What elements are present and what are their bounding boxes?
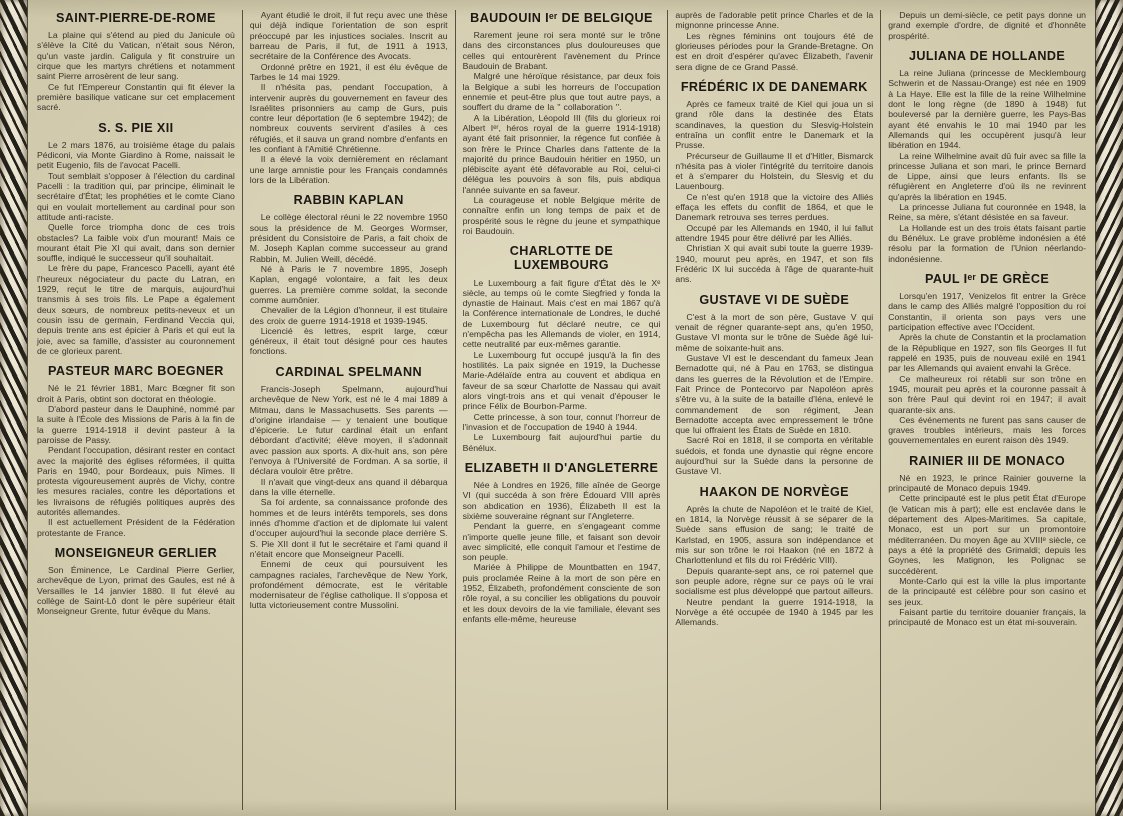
paragraph: Christian X qui avait subi toute la guerre 1939-1940, mourut peu après, en 1947, et son fils Frédéric IX lui succéda à l'âge de quarante-huit ans. — [675, 243, 874, 285]
paragraph: Les règnes féminins ont toujours été de glorieuses périodes pour la Grande-Bretagne. On est en droit d'espérer qu'avec Élizabeth, l'avenir sera digne de ce Grand Passé. — [675, 30, 874, 72]
paragraph: D'abord pasteur dans le Dauphiné, nommé par la suite à l'École des Missions de Paris à la fin de la guerre 1914-1918 il devint pasteur à la paroisse de Passy. — [37, 403, 235, 445]
paragraph: La reine Wilhelmine avait dû fuir avec sa fille la princesse Juliana et son mari, le prince Bernard de Lippe, ainsi que leurs enfants. Ils se réfugièrent en Angleterre d'où ils ne revinrent qu'après la libération en 1945. — [888, 150, 1086, 202]
paragraph: Ce n'est qu'en 1918 que la victoire des Alliés effaça les effets du conflit de 1864, et que le Danemark retrouva ses terres perdues. — [675, 191, 874, 223]
paragraph: Ayant étudié le droit, il fut reçu avec une thèse qui déjà indique l'orientation de son esprit préoccupé par les injustices sociales. Inscrit au barreau de Paris, il fut, de 1911 à 1913, secrétaire de la Conférence des Avocats. — [249, 10, 448, 62]
article-heading: BAUDOUIN Iᵉʳ DE BELGIQUE — [470, 11, 653, 25]
column-1 — [30, 10, 242, 810]
paragraph: Précurseur de Guillaume II et d'Hitler, Bismarck n'hésita pas à violer l'intégrité du territoire danois et à s'emparer du Holstein, du Slesvig et du Lauenbourg. — [675, 150, 874, 192]
article-heading: GUSTAVE VI DE SUÈDE — [699, 292, 850, 307]
paragraph: Le Luxembourg a fait figure d'État dès le Xᵉ siècle, au temps où le comte Siegfried y fonda la dynastie de Hainaut. Mais c'est en mai 1867 qu'à la Conférence internationale de Londres, le duché de Luxembourg fut déclaré neutre, ce qui n'empêcha pas les Allemands de violer, en 1914, cette neutralité par eux-mêmes garantie. — [462, 277, 661, 350]
paragraph: Après la chute de Constantin et la proclamation de la République en 1927, son fils Georges II fut rappelé en 1935, puis de nouveau exilé en 1941 par les Allemands qui avaient envahi la Grèce. — [888, 332, 1086, 374]
paragraph: Il n'hésita pas, pendant l'occupation, à intervenir auprès du gouvernement en faveur des Israélites prisonniers au camp de Gurs, puis contre leur déportation (le 6 septembre 1942); de nombreux couvents servirent d'asiles à ces réfugiés, et il sauva un grand nombre d'enfants en les confiant à l'Amitié Chrétienne. — [249, 82, 448, 155]
chain-binding-left-icon — [0, 0, 27, 816]
paragraph: Gustave VI est le descendant du fameux Jean Bernadotte qui, né à Pau en 1763, se distingua dans les guerres de la Révolution et de l'Empire. Fait Prince de Pontecorvo par Napoléon après s'être vu, à la suite de la bataille d'Iéna, enlevé le commandement de son régiment, Jean Bernadotte accepta avec empressement le trône que lui offraient les États de Suède en 1810. — [675, 352, 874, 436]
paragraph: Depuis quarante-sept ans, ce roi paternel que son peuple adore, règne sur ce pays où le vrai socialisme est plus développé que partout ailleurs. — [675, 565, 874, 597]
article-heading: FRÉDÉRIC IX DE DANEMARK — [680, 79, 868, 94]
paragraph: Né le 21 février 1881, Marc Bœgner fit son droit à Paris, obtint son doctorat en théologie. — [37, 383, 235, 404]
paragraph: Faisant partie du territoire douanier français, la principauté de Monaco est un état mi-souverain. — [888, 606, 1086, 628]
article-heading: S. S. PIE XII — [98, 120, 174, 135]
article-heading: CARDINAL SPELMANN — [275, 364, 422, 379]
article-heading: PAUL Iᵉʳ DE GRÈCE — [925, 271, 1050, 286]
chain-binding-right-icon — [1096, 0, 1123, 816]
paragraph: Le collège électoral réuni le 22 novembre 1950 sous la présidence de M. Georges Wormser, président du Consistoire de Paris, a fait choix de M. Joseph Kaplan comme successeur au grand Rabbin, M. Julien Weill, décédé. — [249, 212, 448, 264]
paragraph: Son Éminence, Le Cardinal Pierre Gerlier, archevêque de Lyon, primat des Gaules, est né à Versailles le 14 janvier 1880. Il fut élevé au collège de Saint-Lô dont le père supérieur était Monseigneur Grente, futur évêque du Mans. — [37, 565, 235, 617]
paragraph: Francis-Joseph Spelmann, aujourd'hui archevêque de New York, est né le 4 mai 1889 à Mitmau, dans le Massachusetts. Ses parents — d'origine irlandaise — y tenaient une boutique d'épicerie. Le futur cardinal était un enfant débordant d'activité; élève moyen, il s'adonnait avec passion aux sports. A dix-huit ans, son père l'envoya à l'Université de Fordman. A sa sortie, il déclara vouloir être prêtre. — [249, 383, 448, 477]
paragraph: La reine Juliana (princesse de Mecklembourg Schwerin et de Nassau-Orange) est née en 1909 à La Haye. Elle est la fille de la reine Wilhelmine dont le long règne (de 1890 à 1948) fut bouleversé par la dernière guerre, les Pays-Bas ayant été envahis le 10 mai 1940 par les Allemands qui les occupèrent jusqu'à leur libération en 1944. — [888, 68, 1086, 151]
paragraph: Depuis un demi-siècle, ce petit pays donne un grand exemple d'ordre, de dignité et d'honnête prospérité. — [888, 10, 1086, 41]
paragraph: Née à Londres en 1926, fille aînée de George VI (qui succéda à son frère Édouard VIII après son abdication en 1936), Élizabeth II est la sixième souveraine régnant sur l'Angleterre. — [462, 479, 661, 521]
paragraph: Occupé par les Allemands en 1940, il lui fallut attendre 1945 pour être délivré par les Alliés. — [675, 222, 874, 244]
article-heading: PASTEUR MARC BOEGNER — [48, 364, 224, 379]
article-heading: RABBIN KAPLAN — [293, 193, 404, 208]
article-heading: CHARLOTTE DE LUXEMBOURG — [509, 244, 614, 273]
paragraph: Le 2 mars 1876, au troisième étage du palais Pédiconi, via Monte Giardino à Rome, naissait le petit Eugenio, fils de l'avocat Pacelli. — [37, 139, 235, 171]
paragraph: Mariée à Philippe de Mountbatten en 1947, puis proclamée Reine à la mort de son père en 1952, Élizabeth, profondément consciente de son rôle royal, a su concilier les obligations du pouvoir et les doux devoirs de la vie familiale, élevant ses enfants elle-même, heureuse — [462, 562, 661, 624]
article-heading: RAINIER III DE MONACO — [909, 453, 1066, 468]
paragraph: Il a élevé la voix dernièrement en réclamant une large amnistie pour les Français condamnés lors de la Libération. — [249, 154, 448, 185]
paragraph: Ennemi de ceux qui poursuivent les campagnes raciales, l'archevêque de New York, profondément démocrate, est le véritable modernisateur de l'église catholique. Il s'opposa et lutta victorieusement contre Mussolini. — [249, 559, 448, 611]
paragraph: Ce fut l'Empereur Constantin qui fit élever la première basilique vaticane sur cet emplacement sacré. — [37, 81, 235, 113]
article-heading: JULIANA DE HOLLANDE — [909, 48, 1066, 63]
text-columns — [27, 0, 1096, 816]
paragraph: Il est actuellement Président de la Fédération protestante de France. — [37, 517, 235, 538]
article-heading: SAINT-PIERRE-DE-ROME — [55, 11, 216, 25]
paragraph: La princesse Juliana fut couronnée en 1948, la Reine, sa mère, s'étant désistée en sa faveur. — [888, 202, 1086, 223]
paragraph: Neutre pendant la guerre 1914-1918, la Norvège a été occupée de 1940 à 1945 par les Allemands. — [675, 596, 874, 628]
paragraph: Né en 1923, le prince Rainier gouverne la principauté de Monaco depuis 1949. — [888, 472, 1086, 494]
paragraph: Ordonné prêtre en 1921, il est élu évêque de Tarbes le 14 mai 1929. — [249, 61, 448, 82]
paragraph: Chevalier de la Légion d'honneur, il est titulaire des croix de guerre 1914-1918 et 1939-1945. — [249, 305, 448, 326]
column-2 — [242, 10, 455, 810]
paragraph: Sa foi ardente, sa connaissance profonde des hommes et de leurs intérêts temporels, ses dons innés d'homme d'action et de diplomate lui valent d'occuper aujourd'hui la seconde place derrière S. S. Pie XII dont il fut le secrétaire et l'ami quand il n'était encore que Monseigneur Pacelli. — [249, 497, 448, 559]
paragraph: Après la chute de Napoléon et le traité de Kiel, en 1814, la Norvège réussit à se séparer de la Suède sans effusion de sang; le traité de Karlstad, en 1905, assura son indépendance et mis sur son trône le roi Haakon (né en 1872 à Charlottenlund et fils du roi Frédéric VIII). — [675, 503, 874, 566]
article-heading: ELIZABETH II D'ANGLETERRE — [464, 460, 659, 475]
paragraph: La courageuse et noble Belgique mérite de connaître enfin un long temps de paix et de prospérité sous le règne du jeune et sympathique roi Baudouin. — [462, 195, 661, 237]
paragraph: Le Luxembourg fait aujourd'hui partie du Bénélux. — [462, 432, 661, 453]
column-5 — [880, 10, 1093, 810]
paragraph: Le Luxembourg fut occupé jusqu'à la fin des hostilités. La paix signée en 1919, la Duchesse Marie-Adélaïde entra au couvent et abdiqua en faveur de sa sœur Charlotte de Nassau qui avait alors vingt-trois ans et qui venait d'épouser le prince Félix de Bourbon-Parme. — [462, 349, 661, 412]
column-4 — [667, 10, 880, 810]
paragraph: Le frère du pape, Francesco Pacelli, ayant été l'heureux négociateur du pacte du Latran, en 1929, reçut le titre de marquis, aujourd'hui transmis à ses trois fils. Le Pape a également deux sœurs, de nombreux petits-neveux et un cousin issu de germain, Ferdinand Veccia qui, depuis trente ans est épicier à Paris et qui eut la joie, avec sa famille, d'assister au couronnement de ce glorieux parent. — [37, 263, 235, 356]
paragraph: Cette princesse, à son tour, connut l'horreur de l'invasion et de l'occupation de 1940 à 1944. — [462, 411, 661, 432]
paragraph: Malgré une héroïque résistance, par deux fois la Belgique a subi les horreurs de l'occupation ennemie et peut-être plus que tout autre pays, a souffert du drame de la '' collaboration ''. — [462, 71, 661, 113]
paragraph: Quelle force triompha donc de ces trois obstacles? La faible voix d'un mourant! Mais ce mourant était Pie XI qui avait, dans son dernier souffle, indiqué le successeur qu'il souhaitait. — [37, 222, 235, 264]
paragraph: Cette principauté est le plus petit État d'Europe (le Vatican mis à part); elle est enclavée dans le département des Alpes-Maritimes. Sa capitale, Monaco, est un port sur un promontoire méditerranéen. Du moyen âge au XVIIIᵉ siècle, ce pays a été la propriété des Grimaldi; depuis les Goynes, les Matignon, les Polignac se succédèrent. — [888, 493, 1086, 576]
paragraph: Lorsqu'en 1917, Venizelos fit entrer la Grèce dans le camp des Alliés malgré l'opposition du roi Constantin, il orienta son pays vers une participation effective avec l'Occident. — [888, 291, 1086, 332]
paragraph: Pendant la guerre, en s'engageant comme n'importe quelle jeune fille, et faisant son devoir avec simplicité, elle conquit l'amour et l'estime de son peuple. — [462, 521, 661, 563]
paragraph: Il n'avait que vingt-deux ans quand il débarqua dans la ville éternelle. — [249, 476, 448, 497]
paragraph: Ce malheureux roi rétabli sur son trône en 1945, mourait peu après et la couronne passait à son frère Paul qui devint roi en 1947; il avait quarante-six ans. — [888, 373, 1086, 415]
column-3 — [455, 10, 668, 810]
paragraph: La plaine qui s'étend au pied du Janicule où s'élève la Cité du Vatican, n'était sous Néron, qu'un vaste jardin. Caligula y fit construire un cirque que les martyrs chrétiens et notamment saint Pierre arrosèrent de leur sang. — [37, 30, 235, 82]
paragraph: La Hollande est un des trois états faisant partie du Bénélux. Le grave problème indonésien a été résolu par la formation de l'Union néerlando-indonésienne. — [888, 222, 1086, 264]
paragraph: Tout semblait s'opposer à l'élection du cardinal Pacelli : la tradition qui, par principe, éliminait le secrétaire d'État; les prophéties et le comte Ciano qui en voulait mortellement au cardinal pour son attitude anti-raciste. — [37, 170, 235, 222]
article-heading: HAAKON DE NORVÈGE — [699, 484, 849, 499]
paragraph: Monte-Carlo qui est la ville la plus importante de la principauté est célèbre pour son casino et ses jeux. — [888, 575, 1086, 607]
paragraph: C'est à la mort de son père, Gustave V qui venait de régner quarante-sept ans, qu'en 1950, Gustave VI monta sur le trône de Suède âgé lui-même de soixante-huit ans. — [675, 311, 874, 353]
paragraph: Pendant l'occupation, désirant rester en contact avec la majorité des églises réformées, il quitta Paris en 1940, pour Bordeaux, puis Nîmes. Il protesta vigoureusement auprès de Vichy, contre les mesures raciales, contre les déportations et les livraisons de réfugiés politiques auprès des autorités allemandes. — [37, 445, 235, 518]
paragraph: Sacré Roi en 1818, il se comporta en véritable suédois, et fonda une dynastie qui règne encore aujourd'hui sur la Suède dans la personne de Gustave VI. — [675, 435, 874, 477]
paragraph: Rarement jeune roi sera monté sur le trône dans des circonstances plus douloureuses que celles qui entourèrent l'avènement du Prince Baudouin de Brabant. — [462, 30, 661, 72]
article-heading: MONSEIGNEUR GERLIER — [54, 546, 218, 561]
paragraph: Licencié ès lettres, esprit large, cœur généreux, il était tout désigné pour ces hautes fonctions. — [249, 325, 448, 357]
paragraph: Après ce fameux traité de Kiel qui joua un si grand rôle dans la destinée des États scandinaves, la question du Slesvig-Holstein entraîna un conflit entre le Danemark et la Prusse. — [675, 98, 874, 151]
paragraph: Né à Paris le 7 novembre 1895, Joseph Kaplan, engagé volontaire, a fait les deux guerres. La première comme soldat, la seconde comme aumônier. — [249, 263, 448, 305]
paragraph: Ces événements ne furent pas sans causer de graves troubles intérieurs, mais les forces gouvernementales en eurent raison dès 1949. — [888, 414, 1086, 446]
paragraph: A la Libération, Léopold III (fils du glorieux roi Albert Iᵉʳ, héros royal de la guerre 1914-1918) ayant été fait prisonnier, la régence fut confiée à son frère le Prince Charles dans l'attente de la majorité du prince Baudouin héritier en 1950, un plébiscite ayant été défavorable au Roi, celui-ci délégua les pouvoirs à son fils, puis abdiqua l'année suivante en sa faveur. — [462, 112, 661, 195]
paragraph: auprès de l'adorable petit prince Charles et de la mignonne princesse Anne. — [675, 10, 874, 31]
